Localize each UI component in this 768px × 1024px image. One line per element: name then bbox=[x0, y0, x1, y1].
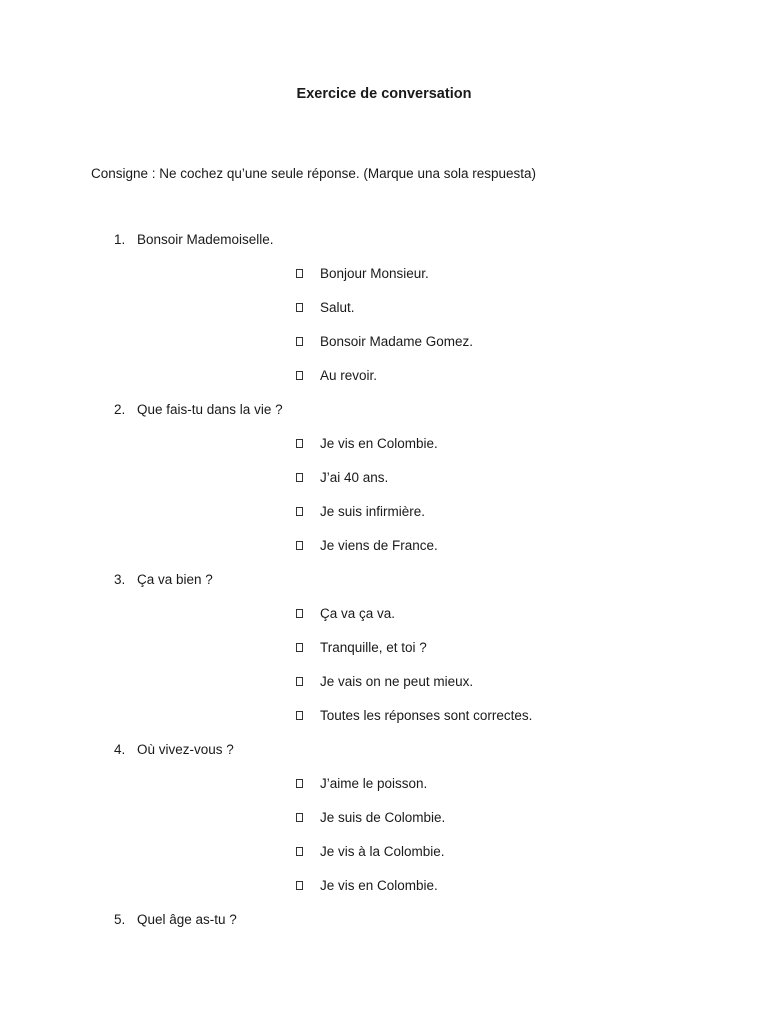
checkbox-icon[interactable] bbox=[296, 303, 303, 312]
question-text: Bonsoir Mademoiselle. bbox=[137, 232, 274, 247]
question-number: 4. bbox=[114, 742, 126, 757]
answer-option bbox=[0, 878, 768, 912]
checkbox-icon[interactable] bbox=[296, 473, 303, 482]
answer-option-label: Je suis de Colombie. bbox=[320, 810, 446, 825]
answer-option bbox=[0, 844, 768, 878]
question-item bbox=[0, 912, 768, 946]
answer-option bbox=[0, 708, 768, 742]
answer-option-label: Je viens de France. bbox=[320, 538, 438, 553]
question-text: Ça va bien ? bbox=[137, 572, 213, 587]
answer-option-label: Je vais on ne peut mieux. bbox=[320, 674, 474, 689]
answer-option bbox=[0, 470, 768, 504]
question-item bbox=[0, 572, 768, 606]
answer-option bbox=[0, 674, 768, 708]
question-list bbox=[0, 232, 768, 946]
answer-option bbox=[0, 300, 768, 334]
question-item bbox=[0, 402, 768, 436]
answer-option-label: Je vis en Colombie. bbox=[320, 436, 438, 451]
answer-option-label: Je suis infirmière. bbox=[320, 504, 426, 519]
checkbox-icon[interactable] bbox=[296, 813, 303, 822]
checkbox-icon[interactable] bbox=[296, 541, 303, 550]
answer-option-label: J’aime le poisson. bbox=[320, 776, 428, 791]
answer-option bbox=[0, 538, 768, 572]
answer-option-label: Ça va ça va. bbox=[320, 606, 396, 621]
answer-option-label: Je vis en Colombie. bbox=[320, 878, 438, 893]
checkbox-icon[interactable] bbox=[296, 677, 303, 686]
question-number: 1. bbox=[114, 232, 126, 247]
answer-option-label: Bonjour Monsieur. bbox=[320, 266, 429, 281]
answer-option bbox=[0, 368, 768, 402]
question-item bbox=[0, 232, 768, 266]
answer-option-label: Tranquille, et toi ? bbox=[320, 640, 427, 655]
question-number: 2. bbox=[114, 402, 126, 417]
checkbox-icon[interactable] bbox=[296, 371, 303, 380]
checkbox-icon[interactable] bbox=[296, 847, 303, 856]
question-text: Quel âge as-tu ? bbox=[137, 912, 237, 927]
checkbox-icon[interactable] bbox=[296, 711, 303, 720]
checkbox-icon[interactable] bbox=[296, 881, 303, 890]
question-text: Que fais-tu dans la vie ? bbox=[137, 402, 283, 417]
answer-option-label: Toutes les réponses sont correctes. bbox=[320, 708, 533, 723]
answer-option-label: Bonsoir Madame Gomez. bbox=[320, 334, 474, 349]
checkbox-icon[interactable] bbox=[296, 439, 303, 448]
checkbox-icon[interactable] bbox=[296, 337, 303, 346]
checkbox-icon[interactable] bbox=[296, 779, 303, 788]
answer-option-label: Je vis à la Colombie. bbox=[320, 844, 445, 859]
instruction-text: Consigne : Ne cochez qu’une seule réponse. (Marque una sola respuesta) bbox=[91, 166, 537, 181]
answer-option-label: J’ai 40 ans. bbox=[320, 470, 389, 485]
checkbox-icon[interactable] bbox=[296, 609, 303, 618]
question-number: 5. bbox=[114, 912, 126, 927]
answer-option bbox=[0, 436, 768, 470]
answer-option bbox=[0, 776, 768, 810]
document-title: Exercice de conversation bbox=[296, 86, 472, 102]
answer-option bbox=[0, 334, 768, 368]
answer-option bbox=[0, 640, 768, 674]
answer-option bbox=[0, 266, 768, 300]
answer-option-label: Au revoir. bbox=[320, 368, 378, 383]
checkbox-icon[interactable] bbox=[296, 507, 303, 516]
checkbox-icon[interactable] bbox=[296, 269, 303, 278]
answer-option-label: Salut. bbox=[320, 300, 355, 315]
question-text: Où vivez-vous ? bbox=[137, 742, 234, 757]
answer-option bbox=[0, 504, 768, 538]
answer-option bbox=[0, 606, 768, 640]
question-number: 3. bbox=[114, 572, 126, 587]
checkbox-icon[interactable] bbox=[296, 643, 303, 652]
answer-option bbox=[0, 810, 768, 844]
question-item bbox=[0, 742, 768, 776]
